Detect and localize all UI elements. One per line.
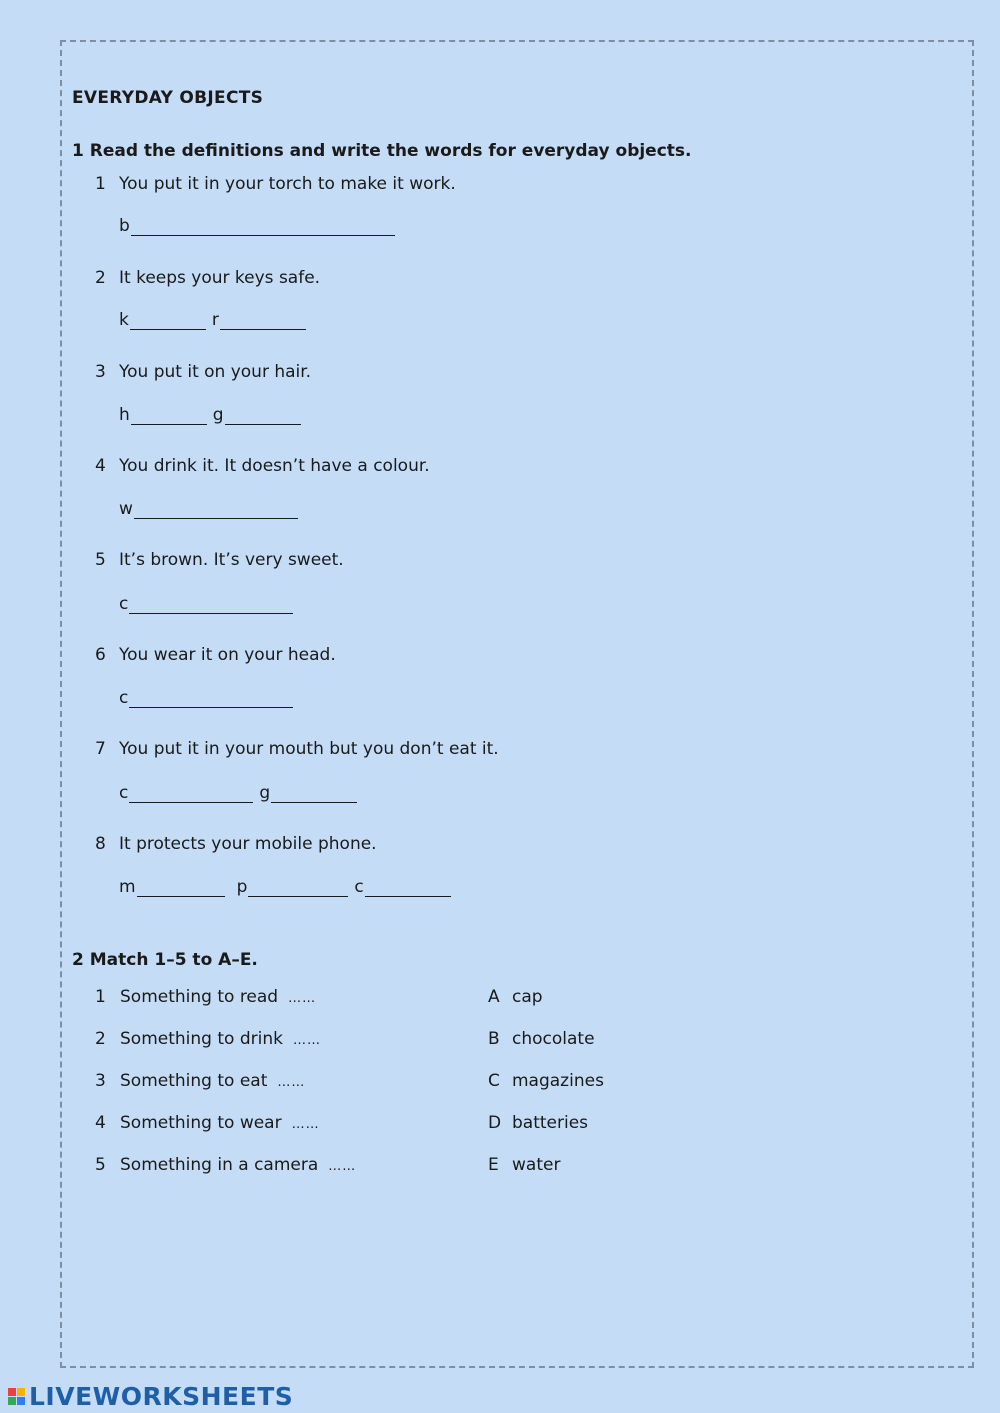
answer-blank[interactable] xyxy=(131,406,207,425)
answer-first-letter: g xyxy=(212,405,224,425)
item-definition: It protects your mobile phone. xyxy=(119,834,377,854)
item-definition: It’s brown. It’s very sweet. xyxy=(119,550,344,570)
answer-line xyxy=(119,783,363,803)
match-option: batteries xyxy=(512,1113,589,1133)
answer-first-letter: b xyxy=(119,216,130,236)
answer-blank[interactable] xyxy=(131,217,395,236)
match-option: water xyxy=(512,1155,561,1175)
answer-line xyxy=(119,310,312,330)
answer-first-letter: h xyxy=(119,405,130,425)
item-number: 6 xyxy=(95,645,106,665)
answer-dots[interactable]: …… xyxy=(277,1075,306,1090)
item-definition: It keeps your keys safe. xyxy=(119,268,321,288)
match-letter: B xyxy=(488,1029,500,1049)
answer-blank[interactable] xyxy=(129,689,293,708)
logo-grid-icon xyxy=(8,1388,25,1405)
match-number: 5 xyxy=(95,1155,106,1175)
answer-first-letter: c xyxy=(354,877,364,897)
logo-square-icon xyxy=(17,1397,25,1405)
answer-line xyxy=(119,499,304,519)
item-number: 4 xyxy=(95,456,106,476)
item-number: 5 xyxy=(95,550,106,570)
item-definition: You put it on your hair. xyxy=(119,362,312,382)
match-number: 4 xyxy=(95,1113,106,1133)
answer-blank[interactable] xyxy=(271,784,357,803)
answer-dots[interactable]: …… xyxy=(288,991,317,1006)
section2-heading: 2 Match 1–5 to A–E. xyxy=(72,950,258,970)
match-prompt: Something to eat …… xyxy=(120,1071,306,1091)
worksheet-title: EVERYDAY OBJECTS xyxy=(72,88,264,108)
answer-first-letter: w xyxy=(119,499,133,519)
match-prompt: Something to wear …… xyxy=(120,1113,320,1133)
answer-blank[interactable] xyxy=(220,311,306,330)
answer-dots[interactable]: …… xyxy=(328,1159,357,1174)
answer-blank[interactable] xyxy=(137,878,225,897)
item-number: 7 xyxy=(95,739,106,759)
item-number: 3 xyxy=(95,362,106,382)
match-prompt: Something to read …… xyxy=(120,987,317,1007)
answer-line xyxy=(119,594,299,614)
logo-square-icon xyxy=(8,1388,16,1396)
logo-square-icon xyxy=(8,1397,16,1405)
answer-blank[interactable] xyxy=(129,784,253,803)
answer-first-letter: k xyxy=(119,310,129,330)
answer-blank[interactable] xyxy=(248,878,348,897)
answer-first-letter: p xyxy=(236,877,248,897)
item-definition: You drink it. It doesn’t have a colour. xyxy=(119,456,430,476)
match-letter: D xyxy=(488,1113,502,1133)
answer-blank[interactable] xyxy=(130,311,206,330)
item-number: 2 xyxy=(95,268,106,288)
item-number: 1 xyxy=(95,174,106,194)
answer-first-letter: c xyxy=(119,594,129,614)
answer-dots[interactable]: …… xyxy=(292,1033,321,1048)
match-letter: A xyxy=(488,987,500,1007)
liveworksheets-logo[interactable] xyxy=(8,1382,293,1411)
answer-first-letter: r xyxy=(211,310,219,330)
match-option: chocolate xyxy=(512,1029,595,1049)
match-prompt: Something to drink …… xyxy=(120,1029,321,1049)
answer-line xyxy=(119,877,457,897)
match-option: magazines xyxy=(512,1071,604,1091)
match-letter: E xyxy=(488,1155,499,1175)
answer-line xyxy=(119,216,401,236)
logo-text: LIVEWORKSHEETS xyxy=(29,1382,294,1411)
answer-first-letter: c xyxy=(119,783,129,803)
section1-heading: 1 Read the definitions and write the words for everyday objects. xyxy=(72,141,692,161)
answer-blank[interactable] xyxy=(134,500,298,519)
answer-blank[interactable] xyxy=(365,878,451,897)
answer-line xyxy=(119,688,299,708)
match-number: 2 xyxy=(95,1029,106,1049)
match-option: cap xyxy=(512,987,543,1007)
match-number: 1 xyxy=(95,987,106,1007)
answer-first-letter: m xyxy=(119,877,136,897)
match-prompt: Something in a camera …… xyxy=(120,1155,357,1175)
logo-square-icon xyxy=(17,1388,25,1396)
answer-line xyxy=(119,405,307,425)
answer-blank[interactable] xyxy=(225,406,301,425)
item-number: 8 xyxy=(95,834,106,854)
match-letter: C xyxy=(488,1071,500,1091)
item-definition: You put it in your mouth but you don’t eat it. xyxy=(119,739,499,759)
item-definition: You put it in your torch to make it work. xyxy=(119,174,456,194)
answer-dots[interactable]: …… xyxy=(291,1117,320,1132)
answer-blank[interactable] xyxy=(129,595,293,614)
answer-first-letter: g xyxy=(259,783,271,803)
match-number: 3 xyxy=(95,1071,106,1091)
answer-first-letter: c xyxy=(119,688,129,708)
item-definition: You wear it on your head. xyxy=(119,645,336,665)
